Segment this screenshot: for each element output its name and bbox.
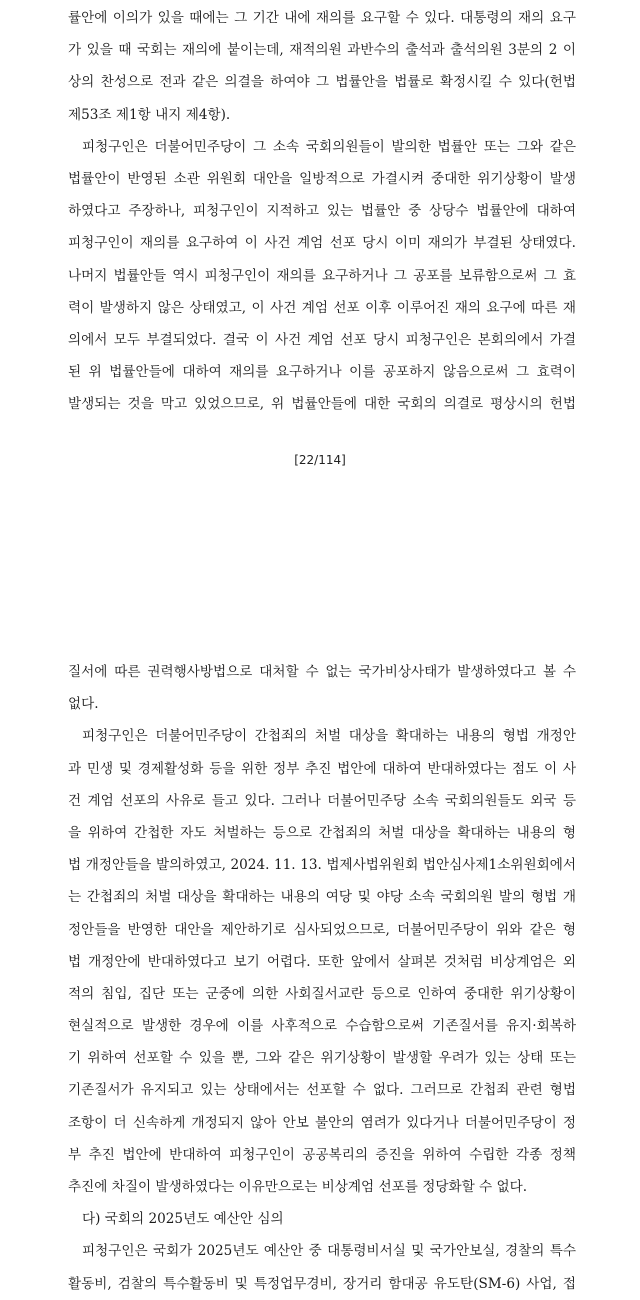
text-line: 가 있을 때 국회는 재의에 붙이는데, 재적의원 과반수의 출석과 출석의원 3분의 2 이	[68, 42, 576, 59]
text-line: 하였다고 주장하나, 피청구인이 지적하고 있는 법률안 중 상당수 법률안에 대하여	[68, 203, 576, 220]
paragraph-first-line: 피청구인은 더불어민주당이 간첩죄의 처벌 대상을 확대하는 내용의 형법 개정안	[82, 728, 576, 745]
text-line: 정안들을 반영한 대안을 제안하기로 심사되었으므로, 더불어민주당이 위와 같은 형	[68, 921, 576, 938]
text-line: 발생되는 것을 막고 있었으므로, 위 법률안들에 대한 국회의 의결로 평상시의 헌법	[68, 396, 576, 413]
text-line: 질서에 따른 권력행사방법으로 대처할 수 없는 국가비상사태가 발생하였다고 볼 수	[68, 664, 576, 680]
text-line: 는 간첩죄의 처벌 대상을 확대하는 내용의 여당 및 야당 소속 국회의원 발의 형법 개	[68, 889, 576, 906]
document-page-bottom	[68, 656, 576, 1300]
text-line: 기존질서가 유지되고 있는 상태에서는 선포할 수 없다. 그러므로 간첩죄 관련 형법	[68, 1082, 576, 1099]
paragraph-first-line: 피청구인은 더불어민주당이 그 소속 국회의원들이 발의한 법률안 또는 그와 같은	[82, 138, 576, 155]
text-line: 제53조 제1항 내지 제4항).	[68, 106, 231, 123]
text-line: 법 개정안에 반대하였다고 보기 어렵다. 또한 앞에서 살펴본 것처럼 비상계엄은 외	[68, 953, 576, 970]
text-line: 을 위하여 간첩한 자도 처벌하는 등으로 간첩죄의 처벌 대상을 확대하는 내용의 형	[68, 824, 576, 841]
text-line: 피청구인이 재의를 요구하여 이 사건 계엄 선포 당시 이미 재의가 부결된 상태였다.	[68, 235, 576, 252]
text-line: 조항이 더 신속하게 개정되지 않아 안보 불안의 염려가 있다거나 더불어민주당이 정	[68, 1114, 576, 1131]
text-line: 률안에 이의가 있을 때에는 그 기간 내에 재의를 요구할 수 있다. 대통령의 재의 요구	[68, 10, 576, 26]
text-line: 없다.	[68, 696, 99, 713]
document-page-top	[68, 2, 576, 420]
text-line: 과 민생 및 경제활성화 등을 위한 정부 추진 법안에 대하여 반대하였다는 점도 이 사	[68, 760, 576, 777]
text-line: 현실적으로 발생한 경우에 이를 사후적으로 수습함으로써 기존질서를 유지·회복하	[68, 1018, 576, 1035]
text-line: 기 위하여 선포할 수 있을 뿐, 그와 같은 위기상황이 발생할 우려가 있는 상태 또는	[68, 1050, 576, 1067]
section-heading: 다) 국회의 2025년도 예산안 심의	[82, 1211, 284, 1228]
text-line: 추진에 차질이 발생하였다는 이유만으로는 비상계엄 선포를 정당화할 수 없다.	[68, 1179, 528, 1195]
text-line: 된 위 법률안들에 대하여 재의를 요구하거나 이를 공포하지 않음으로써 그 효력이	[68, 364, 576, 381]
text-line: 부 추진 법안에 반대하여 피청구인이 공공복리의 증진을 위하여 수립한 각종 정책	[68, 1146, 576, 1163]
paragraph-first-line: 피청구인은 국회가 2025년도 예산안 중 대통령비서실 및 국가안보실, 경찰의 특수	[82, 1243, 576, 1260]
text-line: 적의 침입, 집단 또는 군중에 의한 사회질서교란 등으로 인하여 중대한 위기상황이	[68, 985, 576, 1002]
page-number: [22/114]	[294, 453, 346, 467]
text-line: 나머지 법률안들 역시 피청구인이 재의를 요구하거나 그 공포를 보류함으로써 그 효	[68, 267, 576, 284]
text-line: 법 개정안들을 발의하였고, 2024. 11. 13. 법제사법위원회 법안심사제1소위원회에서	[68, 857, 576, 874]
text-line: 건 계엄 선포의 사유로 들고 있다. 그러나 더불어민주당 소속 국회의원들도 외국 등	[68, 792, 576, 809]
text-line: 력이 발생하지 않은 상태였고, 이 사건 계엄 선포 이후 이루어진 재의 요구에 따른 재	[68, 299, 576, 316]
text-line: 법률안이 반영된 소관 위원회 대안을 일방적으로 가결시켜 중대한 위기상황이 발생	[68, 170, 576, 187]
text-line: 활동비, 검찰의 특수활동비 및 특정업무경비, 장거리 함대공 유도탄(SM-6) 사업, 접	[68, 1275, 576, 1292]
text-line: 상의 찬성으로 전과 같은 의결을 하여야 그 법률안을 법률로 확정시킬 수 있다(헌법	[68, 74, 576, 91]
text-line: 의에서 모두 부결되었다. 결국 이 사건 계엄 선포 당시 피청구인은 본회의에서 가결	[68, 331, 576, 348]
